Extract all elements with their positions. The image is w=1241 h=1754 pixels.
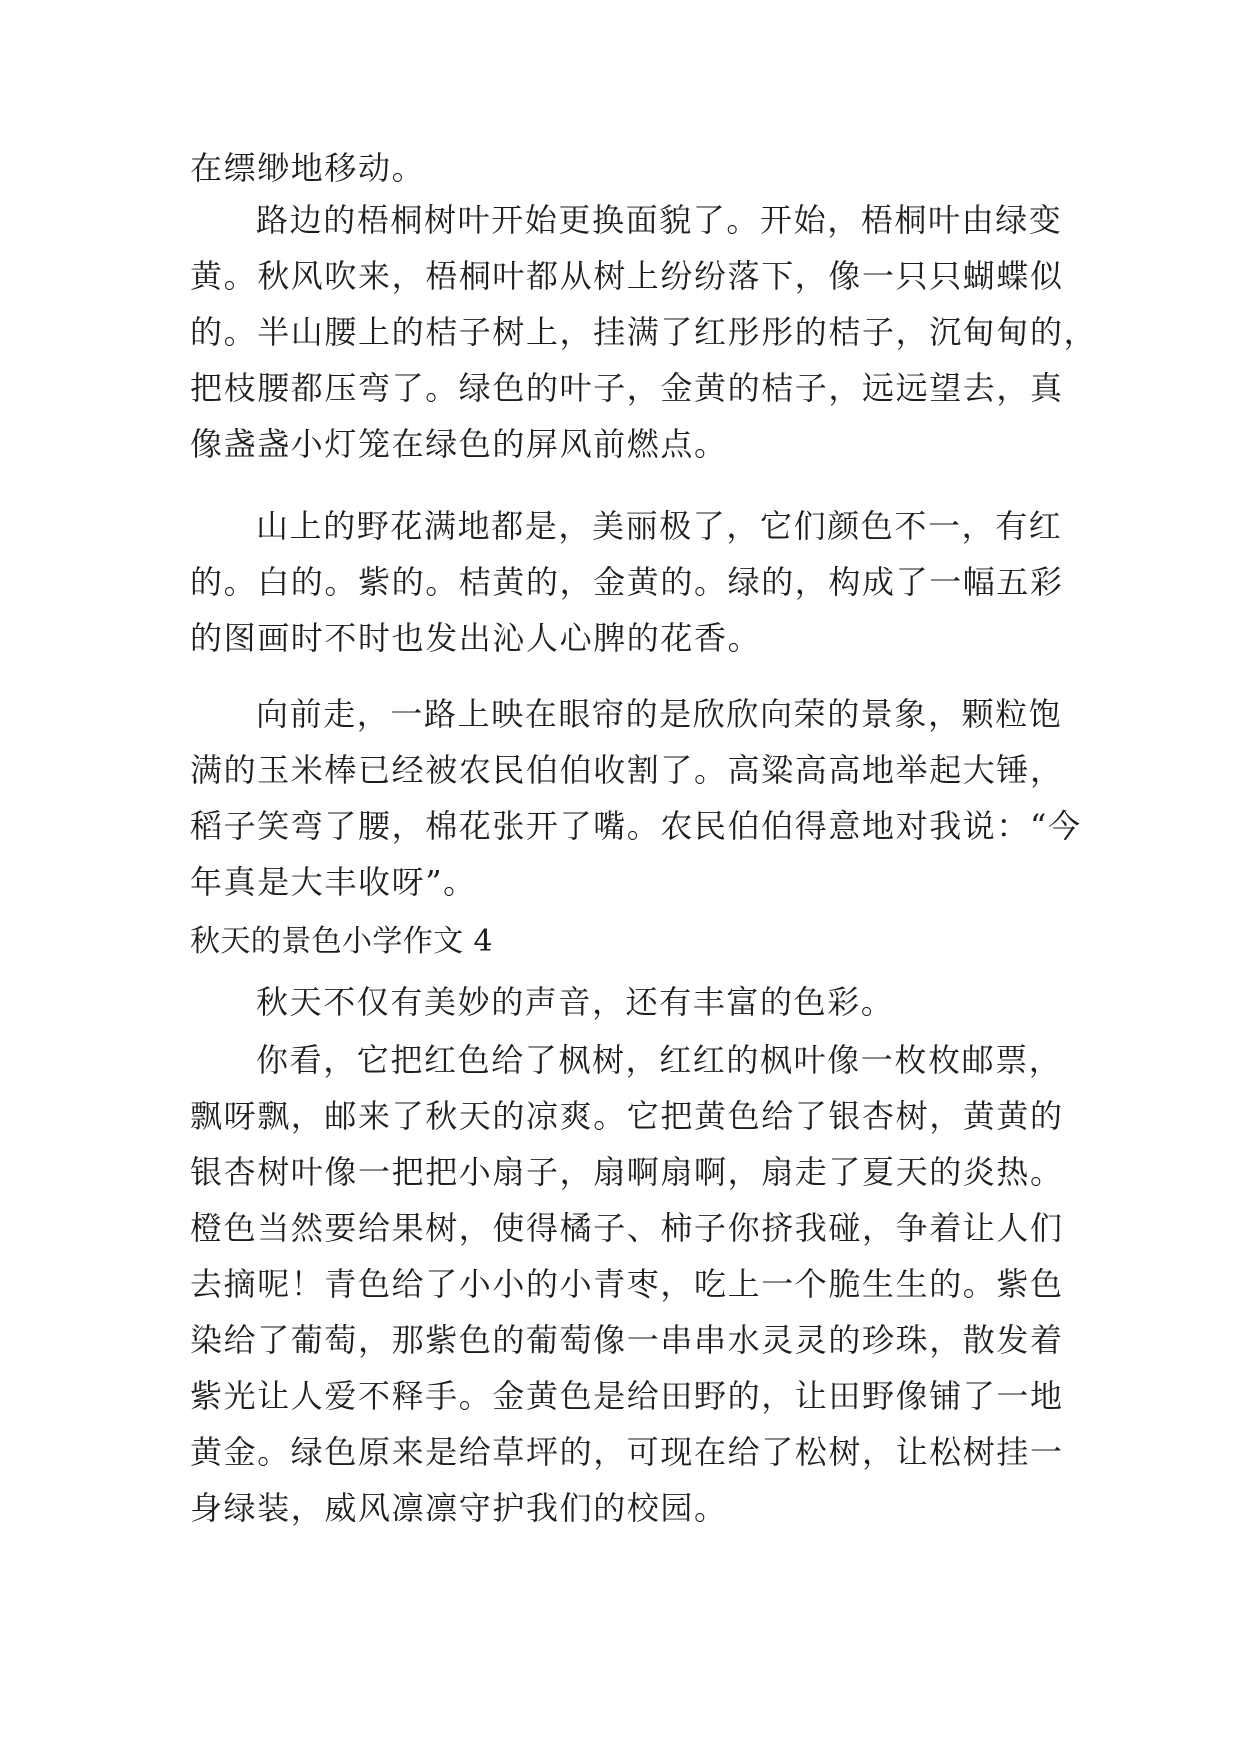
paragraph-line: 向前走，一路上映在眼帘的是欣欣向荣的景象，颗粒饱 <box>256 695 1063 733</box>
paragraph-line: 染给了葡萄，那紫色的葡萄像一串串水灵灵的珍珠，散发着 <box>190 1321 1064 1359</box>
paragraph-line: 飘呀飘，邮来了秋天的凉爽。它把黄色给了银杏树，黄黄的 <box>190 1097 1064 1135</box>
paragraph-line: 稻子笑弯了腰，棉花张开了嘴。农民伯伯得意地对我说：“今 <box>190 807 1082 845</box>
paragraph-line: 的。半山腰上的桔子树上，挂满了红彤彤的桔子，沉甸甸的， <box>190 313 1098 351</box>
paragraph-line: 在缥缈地移动。 <box>190 149 426 187</box>
paragraph-line: 满的玉米棒已经被农民伯伯收割了。高粱高高地举起大锤， <box>190 751 1064 789</box>
paragraph-line: 银杏树叶像一把把小扇子，扇啊扇啊，扇走了夏天的炎热。 <box>190 1153 1064 1191</box>
paragraph-line: 把枝腰都压弯了。绿色的叶子，金黄的桔子，远远望去，真 <box>190 369 1064 407</box>
paragraph-line: 你看，它把红色给了枫树，红红的枫叶像一枚枚邮票， <box>256 1041 1063 1079</box>
paragraph-line: 的。白的。紫的。桔黄的，金黄的。绿的，构成了一幅五彩 <box>190 563 1064 601</box>
paragraph-line: 紫光让人爱不释手。金黄色是给田野的，让田野像铺了一地 <box>190 1377 1064 1415</box>
paragraph-line: 山上的野花满地都是，美丽极了，它们颜色不一，有红 <box>256 507 1063 545</box>
paragraph-line: 秋天不仅有美妙的声音，还有丰富的色彩。 <box>256 983 895 1021</box>
paragraph-line: 黄金。绿色原来是给草坪的，可现在给了松树，让松树挂一 <box>190 1433 1064 1471</box>
paragraph-line: 去摘呢！青色给了小小的小青枣，吃上一个脆生生的。紫色 <box>190 1265 1064 1303</box>
paragraph-line: 橙色当然要给果树，使得橘子、柿子你挤我碰，争着让人们 <box>190 1209 1064 1247</box>
paragraph-line: 的图画时不时也发出沁人心脾的花香。 <box>190 619 762 657</box>
paragraph-line: 黄。秋风吹来，梧桐叶都从树上纷纷落下，像一只只蝴蝶似 <box>190 257 1064 295</box>
paragraph-line: 身绿装，威风凛凛守护我们的校园。 <box>190 1489 728 1527</box>
paragraph-line: 路边的梧桐树叶开始更换面貌了。开始，梧桐叶由绿变 <box>256 201 1063 239</box>
paragraph-line: 像盏盏小灯笼在绿色的屏风前燃点。 <box>190 425 728 463</box>
paragraph-line: 年真是大丰收呀”。 <box>190 863 477 901</box>
section-title: 秋天的景色小学作文 4 <box>190 924 494 959</box>
